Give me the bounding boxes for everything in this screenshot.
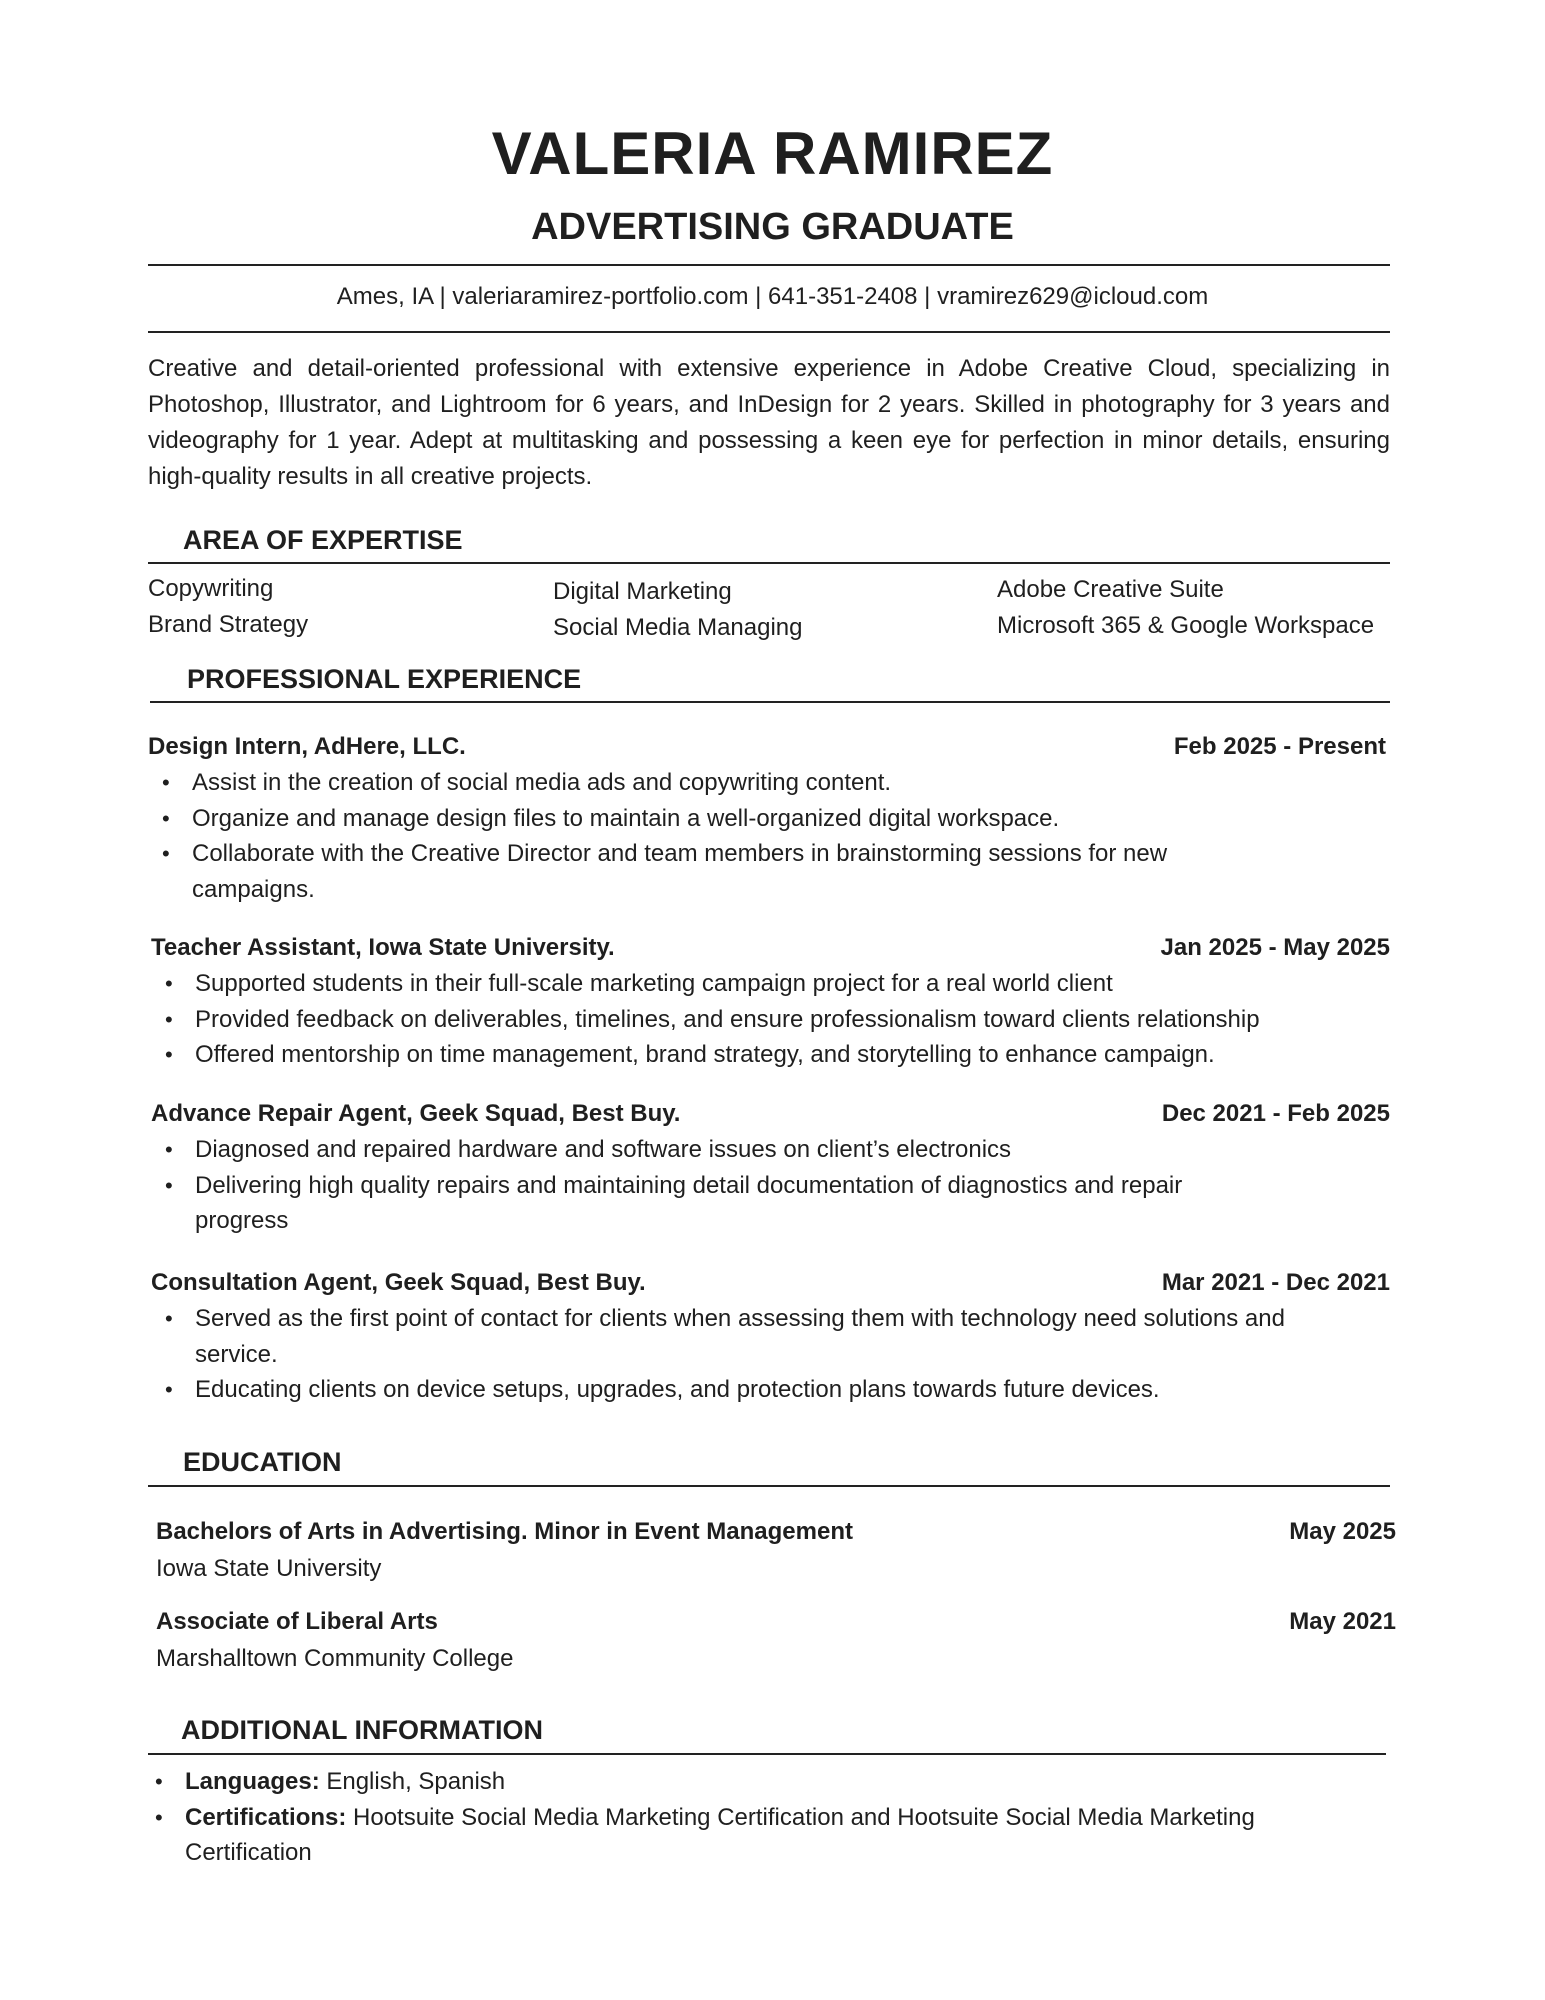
- experience-divider: [150, 701, 1390, 703]
- education-date: May 2021: [1289, 1608, 1396, 1635]
- job-bullet: • Delivering high quality repairs and maintaining detail documentation of diagnostics and repair progress: [151, 1168, 1281, 1239]
- expertise-item: Copywriting: [148, 575, 274, 602]
- expertise-column-1: [148, 573, 308, 641]
- expertise-column-2: [553, 576, 802, 644]
- additional-text: English, Spanish: [319, 1768, 506, 1795]
- experience-heading: PROFESSIONAL EXPERIENCE: [187, 664, 582, 694]
- additional-item-certifications: [141, 1800, 1371, 1871]
- additional-text: Hootsuite Social Media Marketing Certification and Hootsuite Social Media Marketing Certification: [185, 1803, 1255, 1866]
- job-bullet: • Provided feedback on deliverables, timelines, and ensure professionalism toward clients relationship: [151, 1002, 1390, 1038]
- job-bullets: [148, 765, 1278, 907]
- expertise-item: Microsoft 365 & Google Workspace: [997, 612, 1375, 639]
- expertise-item: Adobe Creative Suite: [997, 576, 1224, 603]
- additional-item-languages: [141, 1764, 1371, 1800]
- job-date: Feb 2025 - Present: [1173, 733, 1386, 760]
- header-divider-bottom: [148, 331, 1390, 333]
- candidate-title: ADVERTISING GRADUATE: [531, 206, 1014, 248]
- expertise-item: Social Media Managing: [553, 614, 803, 641]
- expertise-heading: AREA OF EXPERTISE: [183, 525, 463, 555]
- job-date: Dec 2021 - Feb 2025: [1161, 1100, 1390, 1127]
- job-title: Teacher Assistant, Iowa State University.: [151, 934, 615, 961]
- education-school: Iowa State University: [156, 1555, 382, 1582]
- job-bullets: [151, 1132, 1281, 1239]
- header-divider-top: [148, 264, 1390, 266]
- job-title: Consultation Agent, Geek Squad, Best Buy.: [151, 1269, 646, 1296]
- expertise-item: Digital Marketing: [553, 578, 732, 605]
- expertise-divider: [148, 562, 1390, 564]
- job-bullet: • Supported students in their full-scale marketing campaign project for a real world client: [151, 966, 1390, 1002]
- job-bullets: [151, 1301, 1326, 1408]
- additional-label: Languages:: [185, 1768, 320, 1795]
- education-degree: Bachelors of Arts in Advertising. Minor in Event Management: [156, 1518, 853, 1545]
- job-bullet: • Served as the first point of contact for clients when assessing them with technology need solutions and service.: [151, 1301, 1326, 1372]
- job-title: Advance Repair Agent, Geek Squad, Best Buy.: [151, 1100, 681, 1127]
- education-school: Marshalltown Community College: [156, 1645, 514, 1672]
- candidate-name: VALERIA RAMIREZ: [491, 120, 1054, 187]
- job-bullet: • Organize and manage design files to maintain a well-organized digital workspace.: [148, 801, 1278, 837]
- education-degree: Associate of Liberal Arts: [156, 1608, 438, 1635]
- summary-paragraph: Creative and detail-oriented professional with extensive experience in Adobe Creative Cloud, specializing in Photoshop, Illustrator, and Lightroom for 6 years, and InDesign for 2 years. Skilled in photography for 3 years and videography for 1 year. Adept at multitasking and possessing a keen eye for perfection in minor details, ensuring high-quality results in all creative projects.: [148, 355, 1390, 490]
- additional-divider: [148, 1753, 1386, 1755]
- job-bullet: • Assist in the creation of social media ads and copywriting content.: [148, 765, 1278, 801]
- education-heading: EDUCATION: [183, 1447, 342, 1477]
- additional-list: [141, 1764, 1371, 1871]
- expertise-column-3: [997, 574, 1374, 642]
- education-date: May 2025: [1289, 1518, 1396, 1545]
- additional-label: Certifications:: [185, 1803, 347, 1831]
- job-bullet: • Diagnosed and repaired hardware and software issues on client’s electronics: [151, 1132, 1281, 1168]
- education-divider: [148, 1485, 1390, 1487]
- additional-heading: ADDITIONAL INFORMATION: [181, 1715, 543, 1745]
- job-bullet: • Offered mentorship on time management, brand strategy, and storytelling to enhance campaign.: [151, 1037, 1390, 1073]
- job-date: Mar 2021 - Dec 2021: [1161, 1269, 1390, 1296]
- job-bullet: • Collaborate with the Creative Director and team members in brainstorming sessions for new campaigns.: [148, 836, 1278, 907]
- job-bullets: [151, 966, 1390, 1073]
- expertise-item: Brand Strategy: [148, 611, 309, 638]
- contact-line: Ames, IA | valeriaramirez-portfolio.com | 641-351-2408 | vramirez629@icloud.com: [336, 283, 1209, 310]
- job-bullet: • Educating clients on device setups, upgrades, and protection plans towards future devices.: [151, 1372, 1326, 1408]
- job-date: Jan 2025 - May 2025: [1160, 934, 1390, 961]
- job-title: Design Intern, AdHere, LLC.: [148, 733, 466, 760]
